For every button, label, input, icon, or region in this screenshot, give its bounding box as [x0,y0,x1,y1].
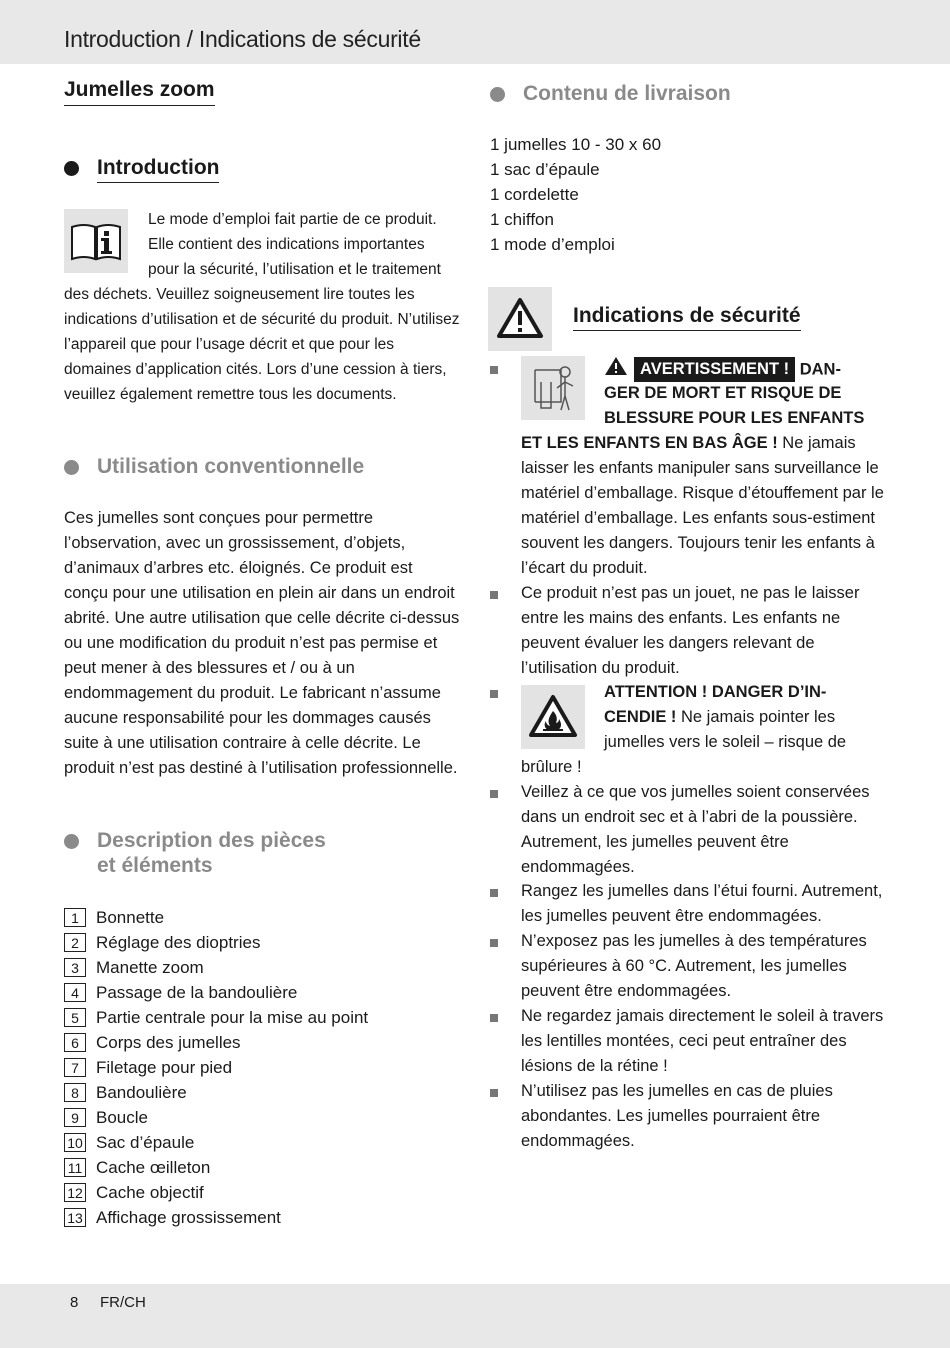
usage-heading: Utilisation conventionnelle [97,455,365,478]
header-title: Introduction / Indications de sécurité [64,26,421,52]
part-number: 3 [64,958,86,977]
safety-bullet-4: Veillez à ce que vos jumelles soient conservées dans un endroit sec et à l’abri de la poussière. Autrement, les jumelles peuvent être endommagées. [521,783,870,876]
delivery-item: 1 chiffon [490,210,554,229]
page-footer [0,1284,950,1348]
warning-badge: AVERTISSEMENT ! [634,357,795,382]
info-book-icon [64,209,128,273]
warning-3-line-b: CENDIE ! [604,708,677,726]
part-label: Corps des jumelles [96,1032,241,1052]
square-bullet-icon [490,790,498,798]
part-number: 11 [64,1158,86,1177]
parts-heading-line-2: et éléments [97,854,213,877]
bullet-dot-icon [64,161,79,176]
safety-bullet-6: N’exposez pas les jumelles à des températures supérieures à 60 °C. Autrement, les jumelles peuvent être endommagées. [521,932,867,1000]
safety-bullet-2: Ce produit n’est pas un jouet, ne pas le laisser entre les mains des enfants. Les enfants ne peuvent évaluer les dangers relevant de l’utilisation du produit. [521,584,860,677]
part-number: 6 [64,1033,86,1052]
part-number: 5 [64,1008,86,1027]
intro-line-2: Elle contient des indications importantes [148,236,425,253]
delivery-item: 1 cordelette [490,185,579,204]
safety-bullet-8: N’utilisez pas les jumelles en cas de pluies abondantes. Les jumelles pourraient être endommagées. [521,1082,833,1150]
part-item [64,1005,368,1030]
part-number: 13 [64,1208,86,1227]
section-usage [64,454,364,479]
delivery-item: 1 sac d’épaule [490,160,600,179]
part-item [64,1055,368,1080]
warning-3-line-a: ATTENTION ! DANGER D’IN- [604,683,827,701]
square-bullet-icon [490,591,498,599]
part-label: Cache objectif [96,1182,204,1202]
warning-1-line-b: GER DE MORT ET RISQUE DE [604,384,842,402]
part-label: Manette zoom [96,957,204,977]
part-number: 12 [64,1183,86,1202]
part-label: Bonnette [96,907,165,927]
warning-triangle-icon [488,287,552,351]
part-label: Sac d’épaule [96,1132,195,1152]
product-title: Jumelles zoom [64,78,215,106]
warning-3-line-b-wrap [604,705,894,730]
part-label: Réglage des dioptries [96,932,261,952]
bullet-dot-icon [64,834,79,849]
part-item [64,930,368,955]
part-item [64,905,368,930]
warning-1-text: Ne jamais laisser les enfants manipuler sans surveillance le matériel d’emballage. Risque d’étouffement par le matériel d’emballage. Les enfants sous-estiment souvent les dangers. Toujours tenir les enfants à l’écart du produit. [521,434,884,577]
part-item [64,980,368,1005]
square-bullet-icon [490,1014,498,1022]
square-bullet-icon [490,889,498,897]
part-number: 9 [64,1108,86,1127]
square-bullet-icon [490,366,498,374]
usage-paragraph: Ces jumelles sont conçues pour permettre l’observation, avec un grossissement, d’objets, d’animaux d’arbres etc. éloignés. Ce produit est conçu pour une utilisation en plein air dans un endroit abrité. Une autre utilisation que celle décrite ci-dessus ou une modification du produit n’est pas permise et peut mener à des blessures et / ou à un endommagement du produit. Le fabricant n’assume aucune responsabilité pour les dommages causés suite à une utilisation contraire à celle décrite. Le produit n’est pas destiné à l’utilisation professionnelle. [64,509,460,777]
safety-bullet-5: Rangez les jumelles dans l’étui fourni. Autrement, les jumelles peuvent être endommagées. [521,882,883,925]
part-label: Affichage grossissement [96,1207,281,1227]
safety-heading: Indications de sécurité [573,304,801,331]
language-code: FR/CH [100,1294,146,1311]
warning-3-line-c: jumelles vers le soleil – risque de [604,733,847,751]
part-item [64,1080,368,1105]
page-number: 8 [70,1294,79,1311]
intro-heading: Introduction [97,155,219,183]
delivery-item: 1 mode d’emploi [490,235,615,254]
part-label: Cache œilleton [96,1157,211,1177]
part-label: Boucle [96,1107,148,1127]
warning-1-line-c: BLESSURE POUR LES ENFANTS [604,409,865,427]
part-item [64,1130,368,1155]
intro-line-1: Le mode d’emploi fait partie de ce produit. [148,211,437,228]
part-label: Bandoulière [96,1082,187,1102]
fire-hazard-icon [521,685,585,749]
part-item [64,1205,368,1230]
safety-bullet-7: Ne regardez jamais directement le soleil à travers les lentilles montées, ceci peut entraîner des lésions de la rétine ! [521,1007,884,1075]
intro-paragraph: des déchets. Veuillez soigneusement lire toutes les indications d’utilisation et de sécurité du produit. N’utilisez l’appareil que pour l’usage décrit et que pour les domaines d’application cités. Lors d’une cession à tiers, veuillez également remettre tous les documents. [64,286,460,403]
parts-heading-line-1: Description des pièces [97,829,326,852]
delivery-item: 1 jumelles 10 - 30 x 60 [490,135,662,154]
part-number: 8 [64,1083,86,1102]
part-number: 4 [64,983,86,1002]
section-introduction [64,155,219,183]
delivery-list [490,132,661,257]
part-item [64,955,368,980]
square-bullet-icon [490,939,498,947]
parts-list [64,905,368,1230]
part-number: 10 [64,1133,86,1152]
part-item [64,1180,368,1205]
warning-3-line-d: brûlure ! [521,758,582,776]
intro-line-3: pour la sécurité, l’utilisation et le traitement [148,261,441,278]
warning-3-line-b-text: Ne jamais pointer les [676,708,836,726]
part-label: Partie centrale pour la mise au point [96,1007,369,1027]
warning-1-head [604,356,894,384]
section-parts [64,828,326,878]
warning-mini-triangle-icon [604,356,628,384]
child-hazard-icon [521,356,585,420]
part-label: Passage de la bandoulière [96,982,298,1002]
warning-1-line-d: ET LES ENFANTS EN BAS ÂGE ! [521,434,778,452]
page-header [0,0,950,64]
section-delivery [490,81,731,106]
part-item [64,1105,368,1130]
warning-1-body [521,431,887,581]
warning-1-line-a: DAN- [799,360,841,379]
part-label: Filetage pour pied [96,1057,233,1077]
part-number: 7 [64,1058,86,1077]
part-item [64,1030,368,1055]
bullet-dot-icon [64,460,79,475]
part-number: 2 [64,933,86,952]
part-number: 1 [64,908,86,927]
part-item [64,1155,368,1180]
bullet-dot-icon [490,87,505,102]
square-bullet-icon [490,1089,498,1097]
square-bullet-icon [490,690,498,698]
delivery-heading: Contenu de livraison [523,82,731,105]
